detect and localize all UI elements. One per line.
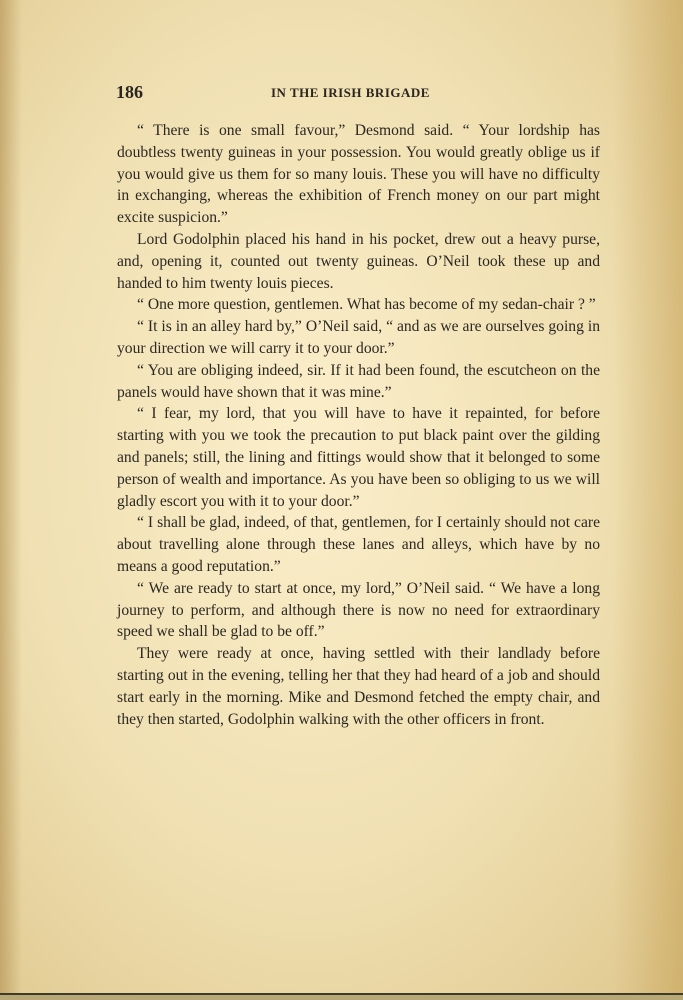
paragraph: “ There is one small favour,” Desmond said. “ Your lordship has doubtless twenty guineas in your possession. You would greatly oblige us if you would give us them for so many louis. These you will have no difficulty in exchanging, whereas the exhibition of French money on our part might excite suspicion.” <box>117 122 600 227</box>
body-text <box>117 120 600 730</box>
page-right-edge-shadow <box>613 0 683 1000</box>
paragraph: “ I shall be glad, indeed, of that, gentlemen, for I certainly should not care about travelling alone through these lanes and alleys, which have by no means a good reputation.” <box>117 514 600 575</box>
paragraph: Lord Godolphin placed his hand in his pocket, drew out a heavy purse, and, opening it, counted out twenty guineas. O’Neil took these up and handed to him twenty louis pieces. <box>117 230 600 292</box>
bottom-border-band <box>0 995 683 1000</box>
paragraph: “ One more question, gentlemen. What has become of my sedan-chair ? ” <box>137 296 596 314</box>
running-title: IN THE IRISH BRIGADE <box>271 85 430 100</box>
paragraph: “ We are ready to start at once, my lord,” O’Neil said. “ We have a long journey to perform, and although there is now no need for extraordinary speed we shall be glad to be off.” <box>117 579 600 641</box>
paragraph: “ You are obliging indeed, sir. If it had been found, the escutcheon on the panels would have shown that it was mine.” <box>117 361 600 401</box>
page-number: 186 <box>116 82 143 102</box>
paragraph: “ I fear, my lord, that you will have to have it repainted, for before starting with you we took the precaution to put black paint over the gilding and panels; still, the lining and fittings would show that it belonged to some person of wealth and importance. As you have been so obliging to us we will gladly escort you with it to your door.” <box>117 405 600 510</box>
page-left-edge-shadow <box>0 0 22 1000</box>
paragraph: “ It is in an alley hard by,” O’Neil said, “ and as we are ourselves going in your direction we will carry it to your door.” <box>117 318 600 357</box>
paragraph: They were ready at once, having settled with their landlady before starting out in the evening, telling her that they had heard of a job and should start early in the morning. Mike and Desmond fetched the empty chair, and they then started, Godolphin walking with the other officers in front. <box>117 645 600 728</box>
page-header <box>116 82 602 104</box>
